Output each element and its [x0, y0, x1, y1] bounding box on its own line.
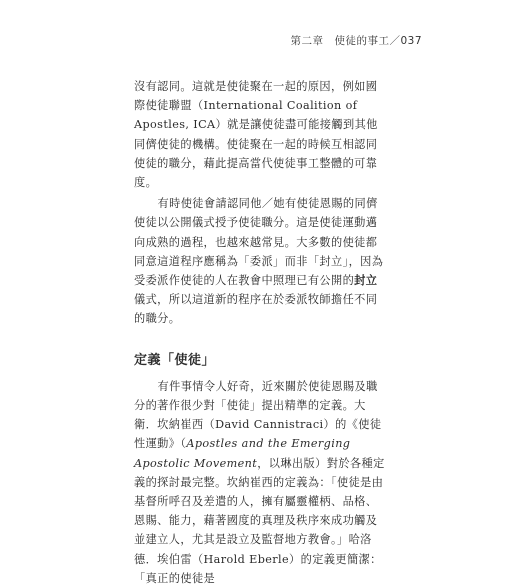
paragraph-commissioning	[134, 194, 386, 328]
text-run: ，以琳出版）對於各種定義的探討最完整。坎納崔西的定義為：「使徒是由基督所呼召及差遣的人，擁有屬靈權柄、品格、恩賜、能力，藉著國度的真理及秩序來成功觸及並建立人，尤其是設立及監督地方教會。」哈洛德．埃伯雷（Harold Eberle）的定義更簡潔：「真正的使徒是	[134, 456, 385, 585]
book-title-english: Apostles and the Emerging Apostolic Movement	[134, 437, 351, 470]
page-body	[134, 77, 386, 588]
paragraph-ica	[134, 77, 386, 192]
running-header: 第二章 使徒的事工／037	[290, 35, 422, 47]
text-run: 沒有認同。這就是使徒聚在一起的原因，例如國際使徒聯盟（International Coalition of Apostles, ICA）就是讓使徒盡可能接觸到其他同儕使徒的機構。使徒聚在一起的時候互相認同使徒的職分，藉此提高當代使徒事工整體的可靠度。	[134, 80, 378, 190]
emphasis-ordination: 封立	[354, 273, 378, 288]
text-run: 儀式，所以這道新的程序在於委派牧師擔任不同的職分。	[134, 293, 378, 326]
section-heading: 定義「使徒」	[134, 352, 216, 368]
paragraph-definition	[134, 377, 386, 588]
text-run: 有時使徒會請認同他／她有使徒恩賜的同儕使徒以公開儀式授予使徒職分。這是使徒運動邁向成熟的過程，也越來越常見。大多數的使徒都同意這道程序應稱為「委派」而非「封立」，因為受委派作使徒的人在教會中照理已有公開的	[134, 197, 384, 288]
text-run: 有件事情令人好奇，近來關於使徒恩賜及職分的著作很少對「使徒」提出精準的定義。大衛．坎納崔西（David Cannistraci）的《使徒性運動》（	[134, 379, 382, 451]
